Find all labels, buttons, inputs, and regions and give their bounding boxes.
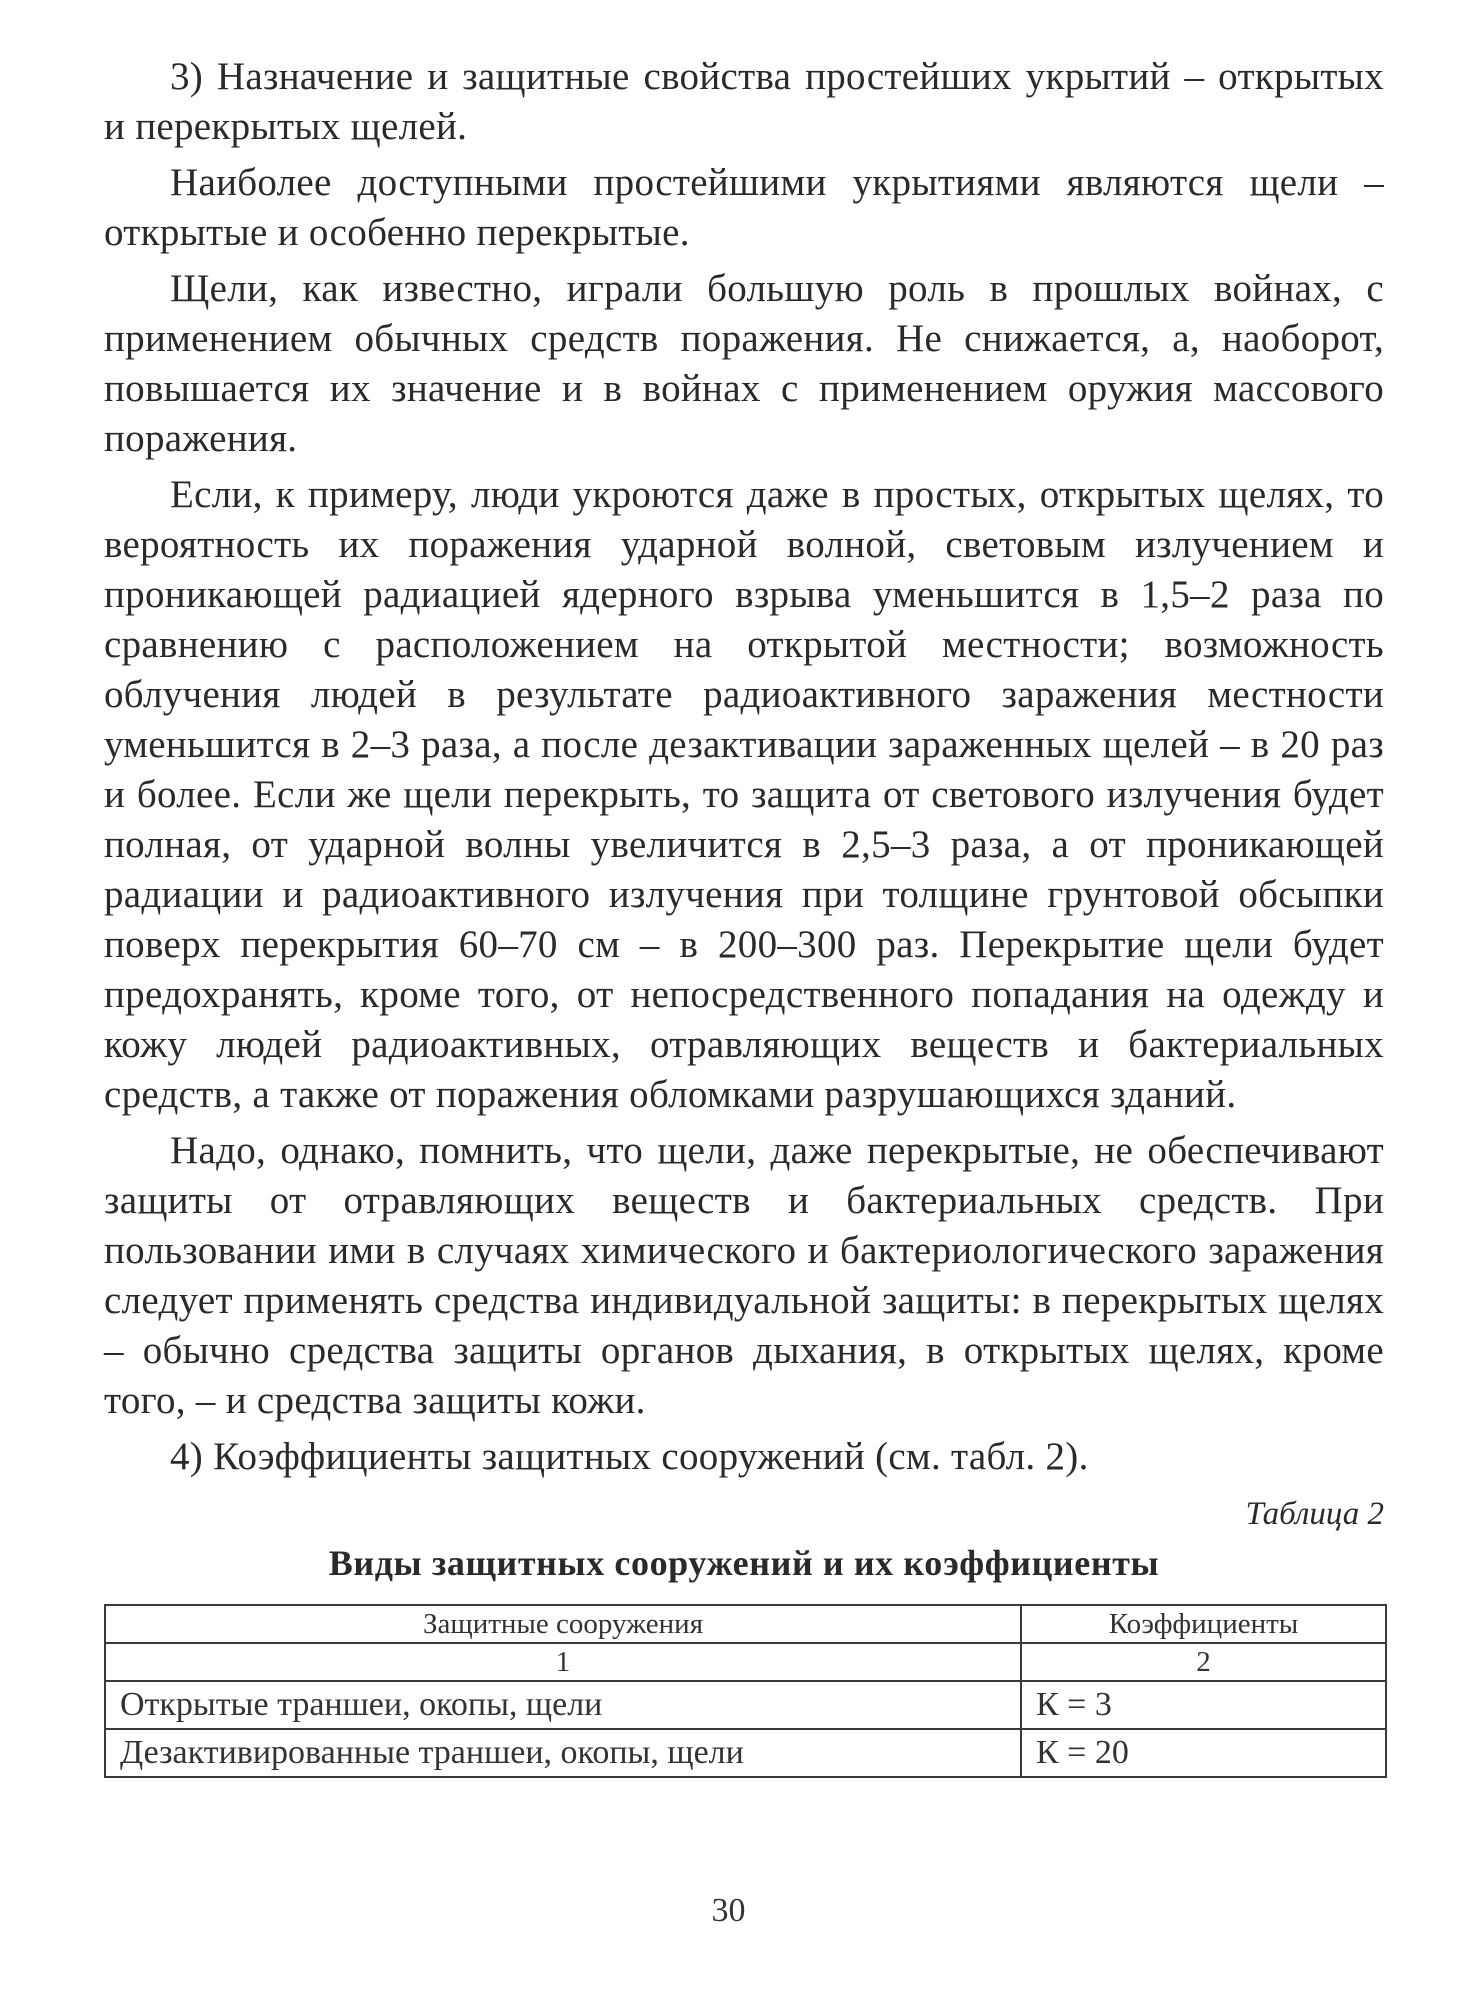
paragraph-section-3-heading: 3) Назначение и защитные свойства простейших укрытий – открытых и перекрытых щелей. xyxy=(104,55,1384,148)
table-cell-structure: Открытые траншеи, окопы, щели xyxy=(105,1681,1021,1729)
table-cell-coefficient: К = 3 xyxy=(1021,1681,1386,1729)
paragraph-trenches-history: Щели, как известно, играли большую роль в прошлых войнах, с применением обычных средств поражения. Не снижается, а, наоборот, повышается их значение и в войнах с применением оружия массового поражения. xyxy=(104,267,1384,460)
table-cell-structure: Дезактивированные траншеи, окопы, щели xyxy=(105,1729,1021,1777)
table-caption: Таблица 2 xyxy=(1245,1496,1384,1532)
table-column-number-row xyxy=(105,1643,1386,1681)
table-column-number: 1 xyxy=(105,1643,1021,1681)
table-header-coefficients: Коэффициенты xyxy=(1021,1605,1386,1643)
table-row xyxy=(105,1729,1386,1777)
paragraph-trenches-intro: Наиболее доступными простейшими укрытиями являются щели – открытые и особенно перекрытые. xyxy=(104,161,1384,254)
table-title: Виды защитных сооружений и их коэффициенты xyxy=(328,1543,1160,1583)
table-header-row xyxy=(105,1605,1386,1643)
paragraph-trenches-protection: Если, к примеру, люди укроются даже в простых, открытых щелях, то вероятность их поражения ударной волной, световым излучением и проникающей радиацией ядерного взрыва уменьшится в 1,5–2 раза по сравнению с расположением на открытой местности; возможность облучения людей в результате радиоактивного заражения местности уменьшится в 2–3 раза, а после дезактивации зараженных щелей – в 20 раз и более. Если же щели перекрыть, то защита от светового излучения будет полная, от ударной волны увеличится в 2,5–3 раза, а от проникающей радиации и радиоактивного излучения при толщине грунтовой обсыпки поверх перекрытия 60–70 см – в 200–300 раз. Перекрытие щели будет предохранять, кроме того, от непосредственного попадания на одежду и кожу людей радиоактивных, отравляющих веществ и бактериальных средств, а также от поражения обломками разрушающихся зданий. xyxy=(104,473,1384,1116)
page-number: 30 xyxy=(711,1892,746,1929)
paragraph-trenches-limitations: Надо, однако, помнить, что щели, даже перекрытые, не обеспечивают защиты от отравляющих веществ и бактериальных средств. При пользовании ими в случаях химического и бактериологического заражения следует применять средства индивидуальной защиты: в перекрытых щелях – обычно средства защиты органов дыхания, в открытых щелях, кроме того, – и средства защиты кожи. xyxy=(104,1129,1384,1422)
table-column-number: 2 xyxy=(1021,1643,1386,1681)
coefficients-table xyxy=(104,1604,1387,1778)
page-content xyxy=(104,52,1384,1778)
paragraph-section-4-heading: 4) Коэффициенты защитных сооружений (см. табл. 2). xyxy=(170,1435,1089,1478)
table-header-structures: Защитные сооружения xyxy=(105,1605,1021,1643)
table-row xyxy=(105,1681,1386,1729)
table-cell-coefficient: К = 20 xyxy=(1021,1729,1386,1777)
